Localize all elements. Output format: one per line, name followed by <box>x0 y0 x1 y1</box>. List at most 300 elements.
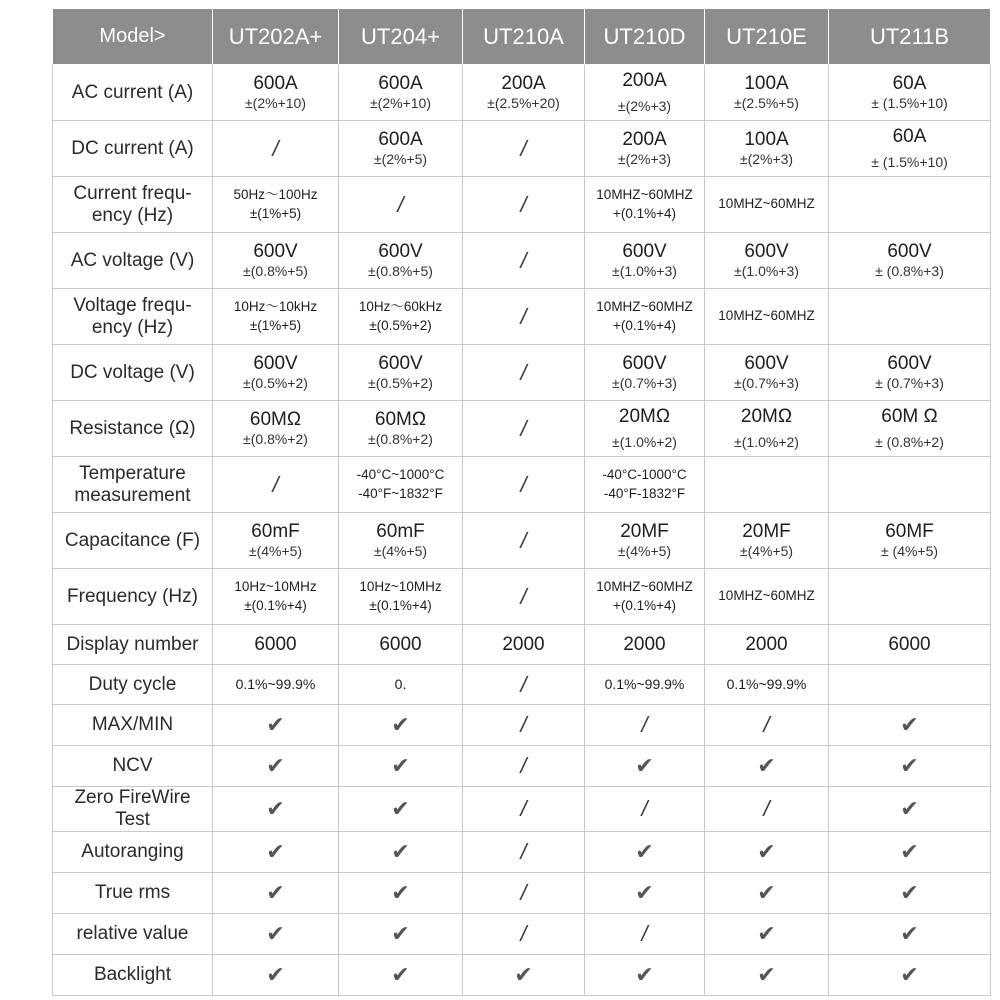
display-count: 6000 <box>379 633 422 655</box>
spec-cell <box>339 177 463 233</box>
spec-cell <box>829 65 991 121</box>
spec-cell <box>463 625 585 665</box>
row-label: Capacitance (F) <box>53 513 213 569</box>
spec-tolerance: ±(2%+5) <box>373 150 428 167</box>
spec-value: 60A <box>892 72 927 94</box>
spec-cell <box>463 831 585 872</box>
spec-cell <box>705 233 829 289</box>
spec-cell <box>585 746 705 787</box>
spec-cell <box>339 831 463 872</box>
check-icon: ✔ <box>266 838 285 864</box>
spec-cell <box>463 787 585 832</box>
spec-cell <box>705 665 829 705</box>
spec-value: 600V <box>378 352 423 374</box>
check-icon: ✔ <box>635 879 654 905</box>
check-icon: ✔ <box>266 753 285 778</box>
spec-value: 20MF <box>620 520 669 542</box>
not-supported-mark: / <box>763 795 770 821</box>
table-row <box>53 913 991 954</box>
check-icon: ✔ <box>266 795 285 821</box>
spec-cell <box>705 872 829 913</box>
spec-cell <box>213 345 339 401</box>
spec-cell <box>463 513 585 569</box>
spec-value: 60mF <box>376 520 425 542</box>
spec-cell <box>463 457 585 513</box>
header-model-ut204-plus: UT204+ <box>339 9 463 65</box>
check-icon: ✔ <box>266 961 285 987</box>
duty-cycle-value: 0.1%~99.9% <box>726 675 807 692</box>
table-row <box>53 233 991 289</box>
spec-value: 600A <box>253 72 298 94</box>
spec-range-line: 10MHZ~60MHZ <box>596 579 693 595</box>
not-supported-mark: / <box>272 135 279 161</box>
not-supported-mark: / <box>641 795 648 821</box>
not-supported-mark: / <box>520 838 527 864</box>
check-icon: ✔ <box>900 795 919 821</box>
spec-range-line: ±(1%+5) <box>249 317 302 333</box>
spec-cell <box>339 345 463 401</box>
spec-cell <box>705 831 829 872</box>
table-row <box>53 121 991 177</box>
spec-tolerance: ±(2%+3) <box>617 150 672 167</box>
spec-cell <box>213 913 339 954</box>
header-model-ut211b: UT211B <box>829 9 991 65</box>
table-row <box>53 177 991 233</box>
spec-value: 60MΩ <box>374 408 427 430</box>
spec-tolerance: ±(4%+5) <box>617 542 672 559</box>
row-label: Autoranging <box>53 831 213 872</box>
spec-range-line: ±(0.5%+2) <box>369 317 432 333</box>
spec-range-line: ±(1%+5) <box>249 205 302 221</box>
spec-cell <box>829 233 991 289</box>
spec-cell <box>339 457 463 513</box>
spec-value: 600V <box>887 352 932 374</box>
spec-cell <box>213 457 339 513</box>
check-icon: ✔ <box>900 753 919 778</box>
spec-value: 600A <box>378 72 423 94</box>
check-icon: ✔ <box>266 712 285 737</box>
spec-cell <box>213 177 339 233</box>
spec-cell <box>705 457 829 513</box>
table-row <box>53 345 991 401</box>
spec-cell <box>705 401 829 457</box>
spec-cell <box>829 289 991 345</box>
duty-cycle-value: 0.1%~99.9% <box>604 675 685 692</box>
check-icon: ✔ <box>757 879 776 905</box>
table-row <box>53 954 991 995</box>
row-label: MAX/MIN <box>53 705 213 746</box>
spec-tolerance: ±(1.0%+2) <box>612 433 677 450</box>
not-supported-mark: / <box>520 303 527 329</box>
spec-cell <box>829 345 991 401</box>
spec-cell <box>585 787 705 832</box>
spec-cell <box>585 401 705 457</box>
spec-cell <box>585 513 705 569</box>
spec-cell <box>213 831 339 872</box>
spec-cell <box>213 787 339 832</box>
spec-value: 20MΩ <box>740 405 793 427</box>
spec-cell <box>213 746 339 787</box>
spec-cell <box>829 787 991 832</box>
spec-value: 600V <box>622 240 667 262</box>
spec-cell <box>463 746 585 787</box>
spec-cell <box>213 401 339 457</box>
row-label: Resistance (Ω) <box>53 401 213 457</box>
duty-cycle-value: 0. <box>394 675 407 692</box>
spec-cell <box>705 177 829 233</box>
spec-cell <box>829 457 991 513</box>
spec-tolerance: ±(4%+5) <box>373 542 428 559</box>
spec-cell <box>463 233 585 289</box>
spec-tolerance: ±(2.5%+5) <box>734 94 799 111</box>
spec-tolerance: ±(1.0%+3) <box>734 262 799 279</box>
spec-cell <box>339 289 463 345</box>
spec-cell <box>585 625 705 665</box>
spec-tolerance: ± (1.5%+10) <box>871 153 948 170</box>
spec-cell <box>705 625 829 665</box>
table-row <box>53 746 991 787</box>
duty-cycle-value: 0.1%~99.9% <box>235 675 316 692</box>
table-body <box>53 65 991 996</box>
not-supported-mark: / <box>641 712 648 737</box>
spec-cell <box>339 872 463 913</box>
spec-cell <box>585 457 705 513</box>
check-icon: ✔ <box>266 920 285 946</box>
spec-value: 60A <box>892 125 927 147</box>
row-label: DC current (A) <box>53 121 213 177</box>
spec-range-line: -40°C~1000°C <box>356 467 445 483</box>
spec-value: 600V <box>887 240 932 262</box>
spec-range-line: +(0.1%+4) <box>612 205 677 221</box>
spec-cell <box>829 569 991 625</box>
table-header <box>53 9 991 65</box>
row-label: NCV <box>53 746 213 787</box>
spec-cell <box>213 705 339 746</box>
spec-cell <box>585 569 705 625</box>
spec-value: 60M Ω <box>881 405 938 427</box>
spec-cell <box>213 289 339 345</box>
spec-tolerance: ±(2.5%+20) <box>487 94 560 111</box>
not-supported-mark: / <box>520 359 527 385</box>
spec-cell <box>585 665 705 705</box>
spec-cell <box>339 746 463 787</box>
check-icon: ✔ <box>391 879 410 905</box>
check-icon: ✔ <box>514 961 533 987</box>
display-count: 2000 <box>502 633 545 655</box>
row-label: AC voltage (V) <box>53 233 213 289</box>
spec-cell <box>585 705 705 746</box>
spec-cell <box>829 831 991 872</box>
spec-cell <box>213 65 339 121</box>
spec-cell <box>585 831 705 872</box>
spec-cell <box>705 787 829 832</box>
spec-tolerance: ±(1.0%+2) <box>734 433 799 450</box>
spec-cell <box>339 625 463 665</box>
spec-value: 20MF <box>742 520 791 542</box>
spec-tolerance: ± (1.5%+10) <box>871 94 948 111</box>
spec-cell <box>339 233 463 289</box>
spec-cell <box>213 872 339 913</box>
not-supported-mark: / <box>520 671 527 697</box>
spec-cell <box>705 65 829 121</box>
not-supported-mark: / <box>520 879 527 905</box>
not-supported-mark: / <box>520 415 527 441</box>
spec-cell <box>339 705 463 746</box>
spec-cell <box>339 787 463 832</box>
spec-cell <box>463 872 585 913</box>
spec-cell <box>829 401 991 457</box>
spec-value: 600V <box>744 352 789 374</box>
not-supported-mark: / <box>520 753 527 778</box>
spec-tolerance: ±(1.0%+3) <box>612 262 677 279</box>
row-label: Duty cycle <box>53 665 213 705</box>
spec-cell <box>463 569 585 625</box>
row-label: Current frequ- ency (Hz) <box>53 177 213 233</box>
spec-cell <box>463 345 585 401</box>
spec-value: 20MΩ <box>618 405 671 427</box>
spec-value: 200A <box>501 72 546 94</box>
check-icon: ✔ <box>900 879 919 905</box>
spec-value: 200A <box>622 128 667 150</box>
spec-range-line: 10Hz～60kHz <box>358 299 443 315</box>
spec-tolerance: ± (0.7%+3) <box>875 374 944 391</box>
spec-cell <box>463 289 585 345</box>
check-icon: ✔ <box>635 961 654 987</box>
spec-tolerance: ±(2%+10) <box>245 94 306 111</box>
not-supported-mark: / <box>397 191 404 217</box>
check-icon: ✔ <box>757 753 776 778</box>
spec-range-line: 10Hz～10kHz <box>233 299 318 315</box>
spec-cell <box>213 233 339 289</box>
spec-cell <box>585 233 705 289</box>
header-model-ut210e: UT210E <box>705 9 829 65</box>
spec-value: 600V <box>622 352 667 374</box>
spec-cell <box>585 954 705 995</box>
check-icon: ✔ <box>391 753 410 778</box>
row-label: True rms <box>53 872 213 913</box>
spec-range-line: 10MHZ~60MHZ <box>718 196 815 212</box>
not-supported-mark: / <box>520 247 527 273</box>
check-icon: ✔ <box>391 795 410 821</box>
spec-tolerance: ±(2%+3) <box>739 150 794 167</box>
spec-value: 600V <box>253 240 298 262</box>
spec-cell <box>339 665 463 705</box>
check-icon: ✔ <box>635 838 654 864</box>
table-row <box>53 569 991 625</box>
spec-cell <box>463 705 585 746</box>
spec-cell <box>705 513 829 569</box>
spec-value: 600V <box>378 240 423 262</box>
spec-range-line: 10Hz~10MHz <box>359 579 442 595</box>
table-row <box>53 872 991 913</box>
spec-cell <box>339 401 463 457</box>
spec-range-line: ±(0.1%+4) <box>369 597 432 613</box>
spec-cell <box>463 65 585 121</box>
spec-tolerance: ±(0.5%+2) <box>368 374 433 391</box>
spec-tolerance: ±(0.8%+5) <box>368 262 433 279</box>
spec-range-line: 50Hz～100Hz <box>233 187 318 203</box>
spec-value: 200A <box>622 69 667 91</box>
spec-value: 100A <box>744 128 789 150</box>
display-count: 6000 <box>888 633 931 655</box>
not-supported-mark: / <box>520 795 527 821</box>
spec-cell <box>463 177 585 233</box>
row-label: Backlight <box>53 954 213 995</box>
spec-range-line: -40°F~1832°F <box>358 485 443 501</box>
not-supported-mark: / <box>641 920 648 946</box>
spec-range-line: 10Hz~10MHz <box>234 579 317 595</box>
table-row <box>53 457 991 513</box>
not-supported-mark: / <box>763 712 770 737</box>
table-row <box>53 665 991 705</box>
spec-range-line: 10MHZ~60MHZ <box>596 299 693 315</box>
header-model-ut210a: UT210A <box>463 9 585 65</box>
spec-cell <box>829 625 991 665</box>
spec-cell <box>339 569 463 625</box>
spec-value: 600V <box>253 352 298 374</box>
spec-cell <box>585 121 705 177</box>
spec-cell <box>829 746 991 787</box>
spec-cell <box>829 872 991 913</box>
check-icon: ✔ <box>391 712 410 737</box>
spec-tolerance: ±(0.7%+3) <box>734 374 799 391</box>
spec-cell <box>829 513 991 569</box>
check-icon: ✔ <box>757 920 776 946</box>
spec-cell <box>585 913 705 954</box>
spec-value: 60mF <box>251 520 300 542</box>
spec-cell <box>705 705 829 746</box>
spec-cell <box>705 121 829 177</box>
header-model-ut210d: UT210D <box>585 9 705 65</box>
check-icon: ✔ <box>391 838 410 864</box>
spec-cell <box>213 121 339 177</box>
check-icon: ✔ <box>757 838 776 864</box>
spec-cell <box>463 401 585 457</box>
spec-range-line: -40°C-1000°C <box>602 467 687 483</box>
spec-cell <box>705 345 829 401</box>
spec-cell <box>463 954 585 995</box>
not-supported-mark: / <box>520 191 527 217</box>
spec-value: 60MΩ <box>249 408 302 430</box>
spec-tolerance: ±(2%+10) <box>370 94 431 111</box>
check-icon: ✔ <box>266 879 285 905</box>
spec-cell <box>829 954 991 995</box>
spec-cell <box>705 913 829 954</box>
row-label: Frequency (Hz) <box>53 569 213 625</box>
spec-range-line: +(0.1%+4) <box>612 317 677 333</box>
spec-tolerance: ±(0.8%+2) <box>243 430 308 447</box>
row-label: Zero FireWire Test <box>53 787 213 832</box>
spec-cell <box>585 289 705 345</box>
spec-tolerance: ±(0.7%+3) <box>612 374 677 391</box>
spec-cell <box>585 65 705 121</box>
table-row <box>53 65 991 121</box>
check-icon: ✔ <box>900 838 919 864</box>
spec-range-line: 10MHZ~60MHZ <box>596 187 693 203</box>
row-label: Display number <box>53 625 213 665</box>
check-icon: ✔ <box>900 920 919 946</box>
header-model-ut202a-plus: UT202A+ <box>213 9 339 65</box>
not-supported-mark: / <box>520 135 527 161</box>
table-row <box>53 625 991 665</box>
spec-value: 100A <box>744 72 789 94</box>
spec-range-line: -40°F-1832°F <box>603 485 686 501</box>
spec-cell <box>705 289 829 345</box>
spec-cell <box>829 121 991 177</box>
table-row <box>53 787 991 832</box>
spec-cell <box>829 177 991 233</box>
header-row <box>53 9 991 65</box>
spec-cell <box>829 665 991 705</box>
spec-range-line: 10MHZ~60MHZ <box>718 588 815 604</box>
table-row <box>53 401 991 457</box>
spec-cell <box>339 121 463 177</box>
check-icon: ✔ <box>391 961 410 987</box>
not-supported-mark: / <box>272 471 279 497</box>
spec-tolerance: ±(0.8%+5) <box>243 262 308 279</box>
table-row <box>53 705 991 746</box>
spec-cell <box>339 513 463 569</box>
spec-tolerance: ± (0.8%+3) <box>875 262 944 279</box>
spec-tolerance: ± (0.8%+2) <box>875 433 944 450</box>
spec-tolerance: ±(2%+3) <box>617 97 672 114</box>
check-icon: ✔ <box>900 712 919 737</box>
check-icon: ✔ <box>635 753 654 778</box>
spec-cell <box>463 913 585 954</box>
spec-cell <box>463 121 585 177</box>
spec-value: 600V <box>744 240 789 262</box>
spec-cell <box>585 345 705 401</box>
row-label: relative value <box>53 913 213 954</box>
spec-comparison-table <box>52 8 991 996</box>
row-label: Temperature measurement <box>53 457 213 513</box>
spec-range-line: ±(0.1%+4) <box>244 597 307 613</box>
spec-cell <box>339 65 463 121</box>
spec-cell <box>213 665 339 705</box>
not-supported-mark: / <box>520 712 527 737</box>
table-row <box>53 831 991 872</box>
spec-cell <box>339 954 463 995</box>
spec-range-line: 10MHZ~60MHZ <box>718 308 815 324</box>
spec-tolerance: ±(0.8%+2) <box>368 430 433 447</box>
spec-cell <box>339 913 463 954</box>
spec-value: 60MF <box>885 520 934 542</box>
spec-cell <box>829 705 991 746</box>
spec-cell <box>829 913 991 954</box>
table-row <box>53 289 991 345</box>
display-count: 2000 <box>623 633 666 655</box>
spec-cell <box>705 746 829 787</box>
check-icon: ✔ <box>757 961 776 987</box>
spec-cell <box>213 625 339 665</box>
spec-cell <box>585 177 705 233</box>
display-count: 2000 <box>745 633 788 655</box>
spec-tolerance: ±(4%+5) <box>248 542 303 559</box>
not-supported-mark: / <box>520 920 527 946</box>
check-icon: ✔ <box>391 920 410 946</box>
table-row <box>53 513 991 569</box>
not-supported-mark: / <box>520 471 527 497</box>
row-label: AC current (A) <box>53 65 213 121</box>
check-icon: ✔ <box>900 961 919 987</box>
spec-cell <box>213 569 339 625</box>
spec-cell <box>213 954 339 995</box>
spec-cell <box>705 954 829 995</box>
spec-value: 600A <box>378 128 423 150</box>
spec-cell <box>463 665 585 705</box>
not-supported-mark: / <box>520 583 527 609</box>
spec-cell <box>585 872 705 913</box>
